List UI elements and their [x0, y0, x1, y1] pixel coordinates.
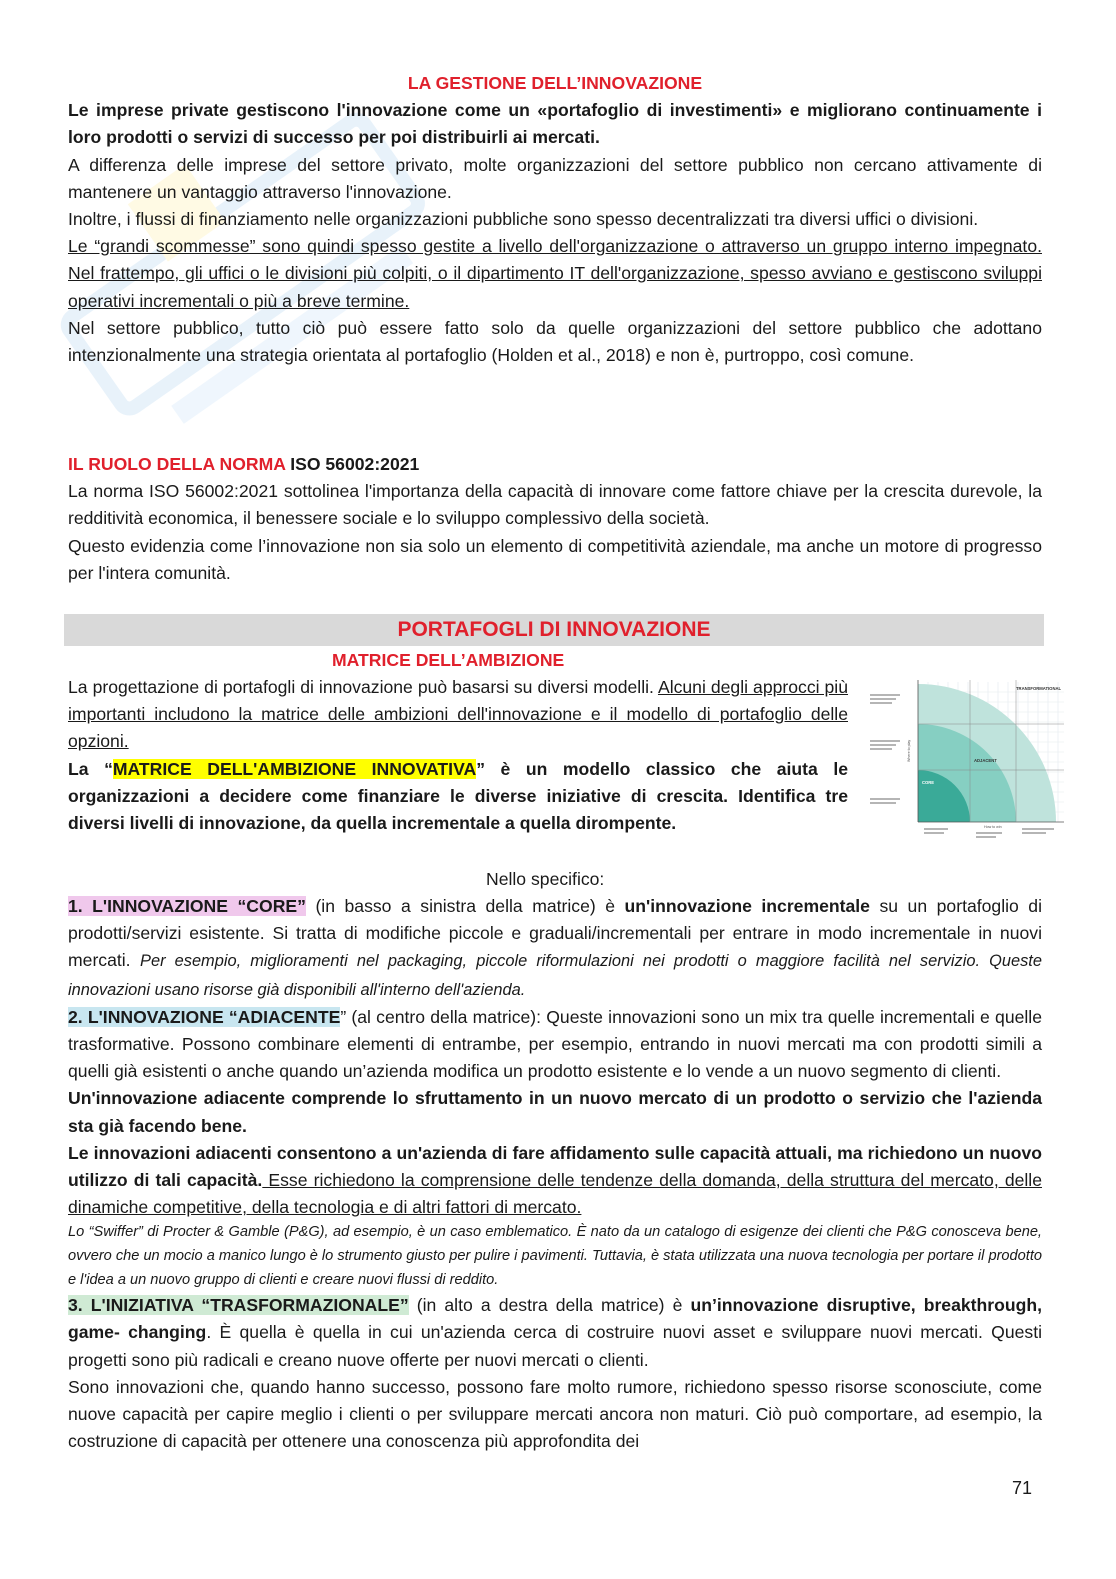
paragraph: [68, 756, 848, 838]
title-red: IL RUOLO DELLA NORMA: [68, 454, 286, 474]
paragraph: Questo evidenzia come l’innovazione non sia solo un elemento di competitività aziendale, ma anche un motore di progresso per l'intera comunità.: [68, 535, 1042, 583]
text-run: Le innovazioni adiacenti consentono a un'azienda di fare affidamento sulle capacità attuali, ma richiedono un nuovo utilizzo di tali capacità.: [68, 1142, 1042, 1191]
paragraph: Sono innovazioni che, quando hanno successo, possono fare molto rumore, richiedono spesso risorse sconosciute, come nuove capacità per capire meglio i clienti o per sviluppare mercati ancora non maturi. Ciò può comportare, ad esempio, la costruzione di capacità per ottenere una conoscenza più approfondita dei: [68, 1376, 1042, 1452]
intro-underline: Alcuni degli approcci più importanti includono la matrice delle ambizioni dell'innovazione e il modello di portafoglio delle opzioni.: [68, 677, 849, 752]
paragraph: Le imprese private gestiscono l'innovazione come un «portafoglio di investimenti» e migliorano continuamente i loro prodotti o servizi di successo per poi distribuirli ai mercati.: [68, 100, 1042, 148]
adjacent-label: 2. L'INNOVAZIONE “ADIACENTE: [68, 1006, 341, 1027]
paragraph: Le “grandi scommesse” sono quindi spesso gestite a livello dell'organizzazione o attraverso un gruppo interno impegnato. Nel frattempo, gli uffici o le divisioni più colpiti, o il dipartimento IT dell'organizzazione, spesso avviano e gestiscono sviluppi operativi incrementali o più a breve termine.: [68, 236, 1042, 311]
nello-specifico: Nello specifico:: [486, 869, 605, 889]
paragraph: [68, 1140, 1042, 1222]
text-run: (in basso a sinistra della matrice) è: [305, 896, 625, 916]
paragraph: Un'innovazione adiacente comprende lo sfruttamento in un nuovo mercato di un prodotto o servizio che l'azienda sta già facendo bene.: [68, 1088, 1042, 1136]
section-title: [68, 451, 1042, 478]
example-paragraph: Lo “Swiffer” di Procter & Gamble (P&G), ad esempio, è un caso emblematico. È nato da un catalogo di esigenze dei clienti che P&G conosceva bene, ovvero che un mocio a manico lungo è lo strumento giusto per pulire i pavimenti. Tuttavia, è stata utilizzata una nuova tecnologia per portare il prodotto e l'idea a un nuovo gruppo di clienti e creare nuovi flussi di reddito.: [68, 1224, 1043, 1288]
text-run: un'innovazione incrementale: [624, 896, 870, 916]
section-title: LA GESTIONE DELL’INNOVAZIONE: [407, 73, 703, 93]
core-label: 1. L'INNOVAZIONE “CORE”: [68, 896, 306, 916]
text-run: Per esempio, miglioramenti nel packaging, piccole riformulazioni nei prodotti o maggiore facilità nel servizio. Queste innovazioni usano risorse già disponibili all'interno dell'azienda.: [68, 952, 1042, 999]
text-run: . È quella è quella in cui un'azienda cerca di costruire nuovi asset e sviluppare nuovi mercati. Questi progetti sono più radicali e creano nuove offerte per nuovi mercati o clienti.: [68, 1322, 1043, 1370]
text-run: ” (al centro della matrice): Queste innovazioni sono un mix tra quelle incrementali e quelle trasformative. Possono combinare elementi di entrambe, per esempio, entrando in nuovi mercati ma con prodotti simili a quelli già esistenti o anche quando un’azienda modifica un prodotto esistente e lo vende a un nuovo segmento di clienti.: [68, 1006, 1042, 1082]
innovation-types: [68, 893, 1042, 1455]
transform-paragraph: [68, 1292, 1042, 1374]
core-paragraph: [68, 893, 1042, 1004]
intro-plain: La progettazione di portafogli di innovazione può basarsi su diversi modelli.: [68, 677, 658, 697]
y-axis-label: Where to play: [907, 739, 911, 762]
adjacent-paragraph: [68, 1004, 1042, 1086]
highlight-matrix: MATRICE DELL'AMBIZIONE INNOVATIVA: [112, 758, 477, 779]
label-adjacent: ADJACENT: [974, 758, 997, 763]
text-run: un’innovazione disruptive, breakthrough, game- changing: [68, 1295, 1042, 1343]
text-run: La “: [68, 758, 113, 779]
text-run: su un portafoglio di prodotti/servizi esistente. Si tratta di modifiche piccole e graduali/incrementali per entrare in modo incrementale in nuovi mercati.: [68, 896, 1043, 971]
banner-title: PORTAFOGLI DI INNOVAZIONE: [397, 618, 711, 641]
title-black: ISO 56002:2021: [285, 454, 420, 474]
transform-label: 3. L'INIZIATIVA “TRASFORMAZIONALE”: [68, 1295, 409, 1316]
x-axis-label: How to win: [984, 825, 1002, 829]
text-run: ” è un modello classico che aiuta le organizzazioni a decidere come finanziare le diverse iniziative di crescita. Identifica tre diversi livelli di innovazione, da quella incrementale a quella dirompente.: [68, 758, 849, 834]
paragraph: Inoltre, i flussi di finanziamento nelle organizzazioni pubbliche sono spesso decentralizzati tra diversi uffici o divisioni.: [68, 209, 979, 230]
ambition-matrix-figure: [866, 672, 1066, 844]
matrix-intro: [68, 674, 848, 837]
label-core: CORE: [922, 780, 935, 785]
text-run: Esse richiedono la comprensione delle tendenze della domanda, della struttura del mercato, delle dinamiche competitive, della tecnologia e di altri fattori di mercato.: [68, 1170, 1042, 1218]
paragraph: Nel settore pubblico, tutto ciò può essere fatto solo da quelle organizzazioni del settore pubblico che adottano intenzionalmente una strategia orientata al portafoglio (Holden et al., 2018) e non è, purtroppo, così comune.: [68, 317, 1042, 366]
section-gestione: [68, 70, 1042, 369]
label-transformational: TRANSFORMATIONAL: [1016, 686, 1062, 691]
paragraph: La norma ISO 56002:2021 sottolinea l'importanza della capacità di innovare come fattore chiave per la crescita durevole, la redditività economica, il benessere sociale e lo sviluppo complessivo della società.: [68, 481, 1042, 529]
page-number: 71: [1012, 1478, 1033, 1498]
subtitle: MATRICE DELL’AMBIZIONE: [332, 650, 565, 670]
text-run: (in alto a destra della matrice) è: [408, 1295, 691, 1316]
section-norma: [68, 451, 1042, 587]
paragraph: [68, 674, 848, 756]
paragraph: A differenza delle imprese del settore privato, molte organizzazioni del settore pubblico non cercano attivamente di mantenere un vantaggio attraverso l'innovazione.: [68, 154, 1042, 202]
